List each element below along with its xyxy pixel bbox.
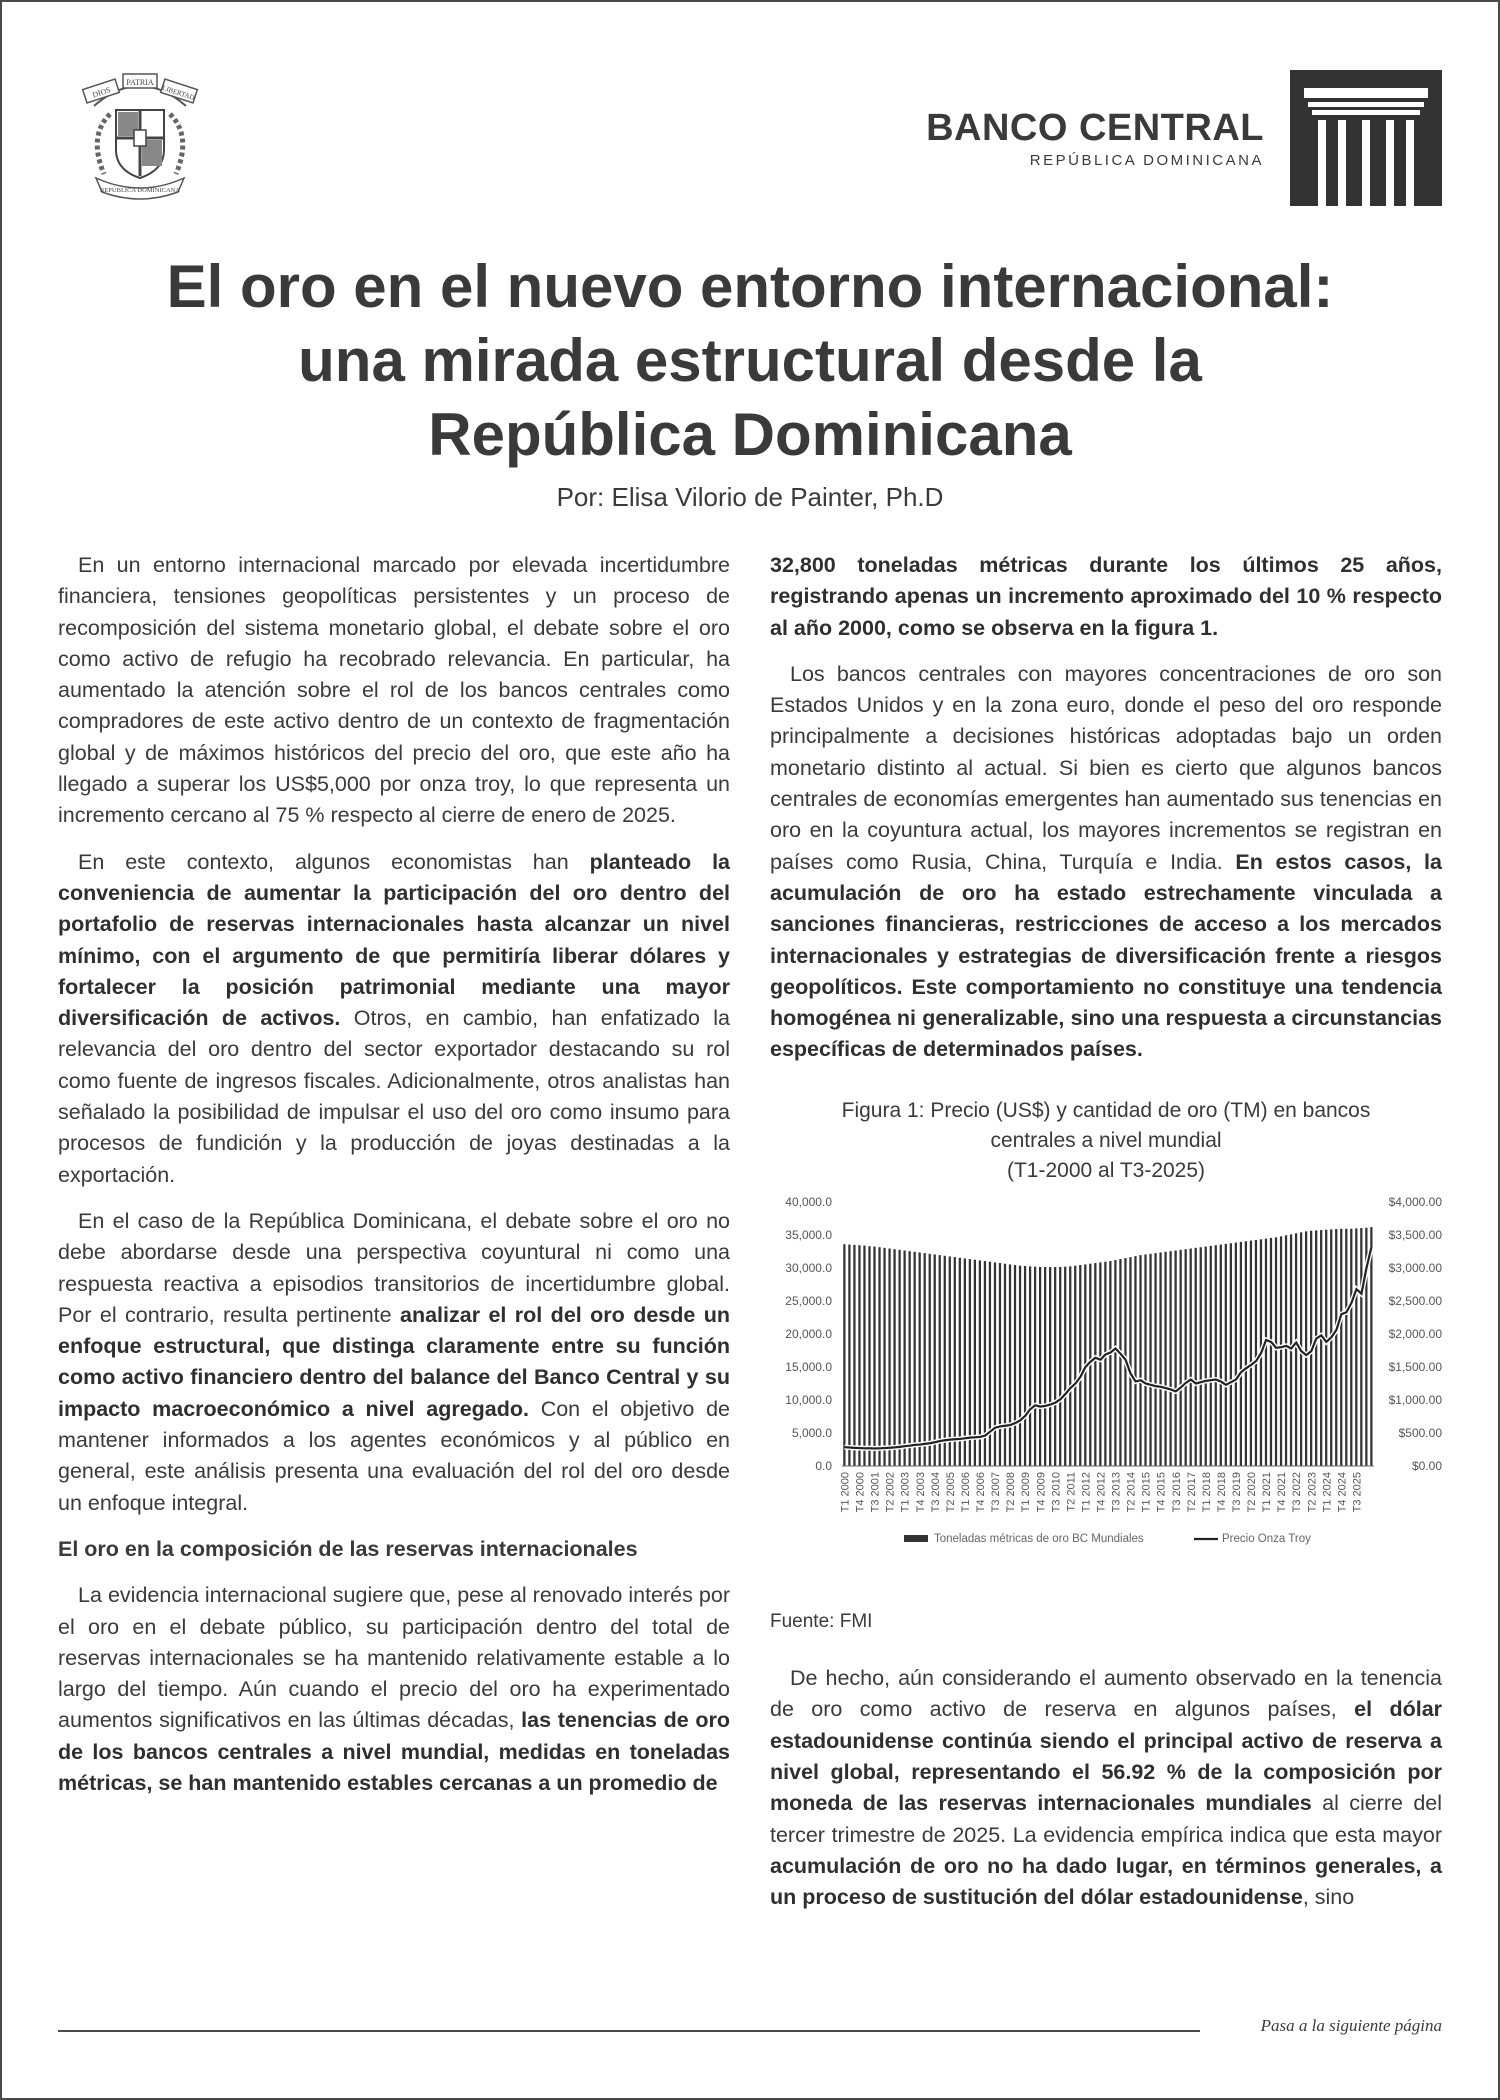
tonnage-bar: [883, 1248, 885, 1466]
x-tick-label: T3 2013: [1110, 1471, 1123, 1513]
x-tick-label: T1 2024: [1321, 1471, 1334, 1513]
tonnage-bar: [1180, 1250, 1182, 1466]
x-tick-label: T4 2000: [854, 1471, 867, 1513]
footer-rule: [58, 2030, 1200, 2032]
bank-name: BANCO CENTRAL: [926, 107, 1264, 149]
tonnage-bar: [1315, 1230, 1317, 1466]
figure-source: Fuente: FMI: [770, 1610, 873, 1632]
svg-text:LIBERTAD: LIBERTAD: [161, 83, 196, 102]
legend-bar-swatch: [904, 1535, 928, 1542]
tonnage-bar: [964, 1258, 966, 1466]
tonnage-bar: [1109, 1261, 1111, 1466]
tonnage-bar: [1029, 1266, 1031, 1466]
tonnage-bar: [1154, 1253, 1156, 1466]
title-line: República Dominicana: [428, 401, 1072, 468]
tonnage-bar: [1195, 1248, 1197, 1466]
tonnage-bar: [1345, 1228, 1347, 1465]
tonnage-bar: [1340, 1228, 1342, 1465]
tonnage-bar: [898, 1250, 900, 1466]
tonnage-bar: [1265, 1238, 1267, 1465]
tonnage-bar: [1059, 1267, 1061, 1466]
bank-brand: [926, 70, 1442, 206]
tonnage-bar: [1230, 1243, 1232, 1466]
tonnage-bar: [914, 1252, 916, 1466]
x-tick-label: T2 2011: [1065, 1471, 1078, 1512]
tonnage-bar: [1255, 1240, 1257, 1466]
tonnage-bar: [1119, 1259, 1121, 1466]
x-tick-label: T2 2014: [1125, 1471, 1138, 1513]
tonnage-bar: [1320, 1230, 1322, 1466]
tonnage-bar: [1220, 1244, 1222, 1465]
tonnage-bar: [919, 1252, 921, 1466]
x-tick-label: T3 2007: [990, 1471, 1003, 1513]
tonnage-bar: [1250, 1240, 1252, 1465]
tonnage-bar: [944, 1256, 946, 1466]
x-tick-label: T2 2020: [1246, 1471, 1259, 1513]
x-tick-label: T1 2009: [1020, 1471, 1033, 1513]
x-tick-label: T1 2000: [839, 1471, 852, 1513]
tonnage-bar: [949, 1256, 951, 1466]
tonnage-bar: [878, 1247, 880, 1466]
tonnage-bar: [1285, 1235, 1287, 1466]
x-tick-label: T3 2001: [869, 1471, 882, 1513]
x-tick-label: T2 2002: [884, 1471, 897, 1513]
x-tick-label: T2 2005: [944, 1471, 957, 1513]
y-right-tick-label: $1,000.00: [1388, 1392, 1442, 1407]
tonnage-bar: [1270, 1238, 1272, 1466]
x-tick-label: T4 2009: [1035, 1471, 1048, 1513]
tonnage-bar: [1360, 1228, 1362, 1466]
x-tick-label: T4 2012: [1095, 1471, 1108, 1513]
legend-bar-label: Toneladas métricas de oro BC Mundiales: [934, 1532, 1144, 1545]
tonnage-bar: [863, 1245, 865, 1465]
tonnage-bar: [1169, 1251, 1171, 1466]
author-byline: Por: Elisa Vilorio de Painter, Ph.D: [556, 482, 944, 512]
y-right-tick-label: $500.00: [1398, 1425, 1442, 1440]
tonnage-bar: [893, 1249, 895, 1466]
x-tick-label: T1 2006: [959, 1471, 972, 1513]
right-column: [770, 550, 1442, 1928]
tonnage-bar: [1054, 1267, 1056, 1466]
tonnage-bar: [1074, 1265, 1076, 1465]
svg-text:PATRIA: PATRIA: [126, 78, 154, 87]
paragraph: En el caso de la República Dominicana, el debate sobre el oro no debe abordarse desde una perspectiva coyuntural ni como una respuesta reactiva a episodios transitorios de incertidumbre global. Por el contrario, resulta pertinente analizar el rol del oro desde un enfoque estructural, que distinga claramente entre su función como activo financiero dentro del balance del Banco Central y su impacto macroeconómico a nivel agregado. Con el objetivo de mantener informados a los agentes económicos y al público en general, este análisis presenta una evaluación del rol del oro desde un enfoque integral.: [58, 1208, 731, 1515]
continued-note: Pasa a la siguiente página: [1260, 2016, 1442, 2035]
tonnage-bar: [1240, 1242, 1242, 1466]
y-left-tick-label: 20,000.0: [785, 1326, 832, 1341]
tonnage-bar: [999, 1263, 1001, 1466]
y-right-tick-label: $2,000.00: [1388, 1326, 1442, 1341]
tonnage-bar: [1370, 1227, 1372, 1466]
y-left-tick-label: 15,000.0: [785, 1359, 832, 1374]
paragraph: En un entorno internacional marcado por elevada incertidumbre financiera, tensiones geopolíticas persistentes y un proceso de recomposición del sistema monetario global, el debate sobre el oro como activo de refugio ha recobrado relevancia. En particular, ha aumentado la atención sobre el rol de los bancos centrales como compradores de este activo dentro de un contexto de fragmentación global y de máximos históricos del precio del oro, que este año ha llegado a superar los US$5,000 por onza troy, lo que representa un incremento cercano al 75 % respecto al cierre de enero de 2025.: [58, 553, 730, 828]
paragraph: Los bancos centrales con mayores concentraciones de oro son Estados Unidos y en la zona euro, donde el peso del oro responde principalmente a decisiones históricas adoptadas bajo un orden monetario distinto al actual. Si bien es cierto que algunos bancos centrales de economías emergentes han aumentado sus tenencias en oro en la coyuntura actual, los mayores incrementos se registran en países como Rusia, China, Turquía e India. En estos casos, la acumulación de oro ha estado estrechamente vinculada a sanciones financieras, restricciones de acceso a los mercados internacionales y estrategias de diversificación frente a riesgos geopolíticos. Este comportamiento no constituye una tendencia homogénea ni generalizable, sino una respuesta a circunstancias específicas de determinados países.: [770, 661, 1442, 1062]
tonnage-bar: [1330, 1229, 1332, 1466]
x-tick-label: T4 2021: [1276, 1471, 1289, 1513]
x-tick-label: T1 2021: [1261, 1471, 1274, 1513]
tonnage-bar: [1039, 1267, 1041, 1466]
x-tick-label: T4 2006: [975, 1471, 988, 1513]
coat-of-arms-seal: [74, 66, 206, 206]
bank-country: REPÚBLICA DOMINICANA: [1029, 152, 1264, 169]
tonnage-bar: [1099, 1262, 1101, 1466]
tonnage-bar: [843, 1244, 845, 1466]
left-column: [58, 550, 730, 1814]
svg-text:DIOS: DIOS: [91, 85, 112, 100]
y-left-tick-label: 25,000.0: [785, 1293, 832, 1308]
tonnage-bar: [1200, 1247, 1202, 1466]
tonnage-bar: [1134, 1256, 1136, 1466]
x-tick-label: T2 2008: [1005, 1471, 1018, 1513]
y-left-tick-label: 5,000.0: [791, 1425, 832, 1440]
tonnage-bar: [868, 1246, 870, 1466]
tonnage-bar: [1144, 1254, 1146, 1466]
tonnage-bar: [1034, 1266, 1036, 1465]
y-right-tick-label: $3,500.00: [1388, 1227, 1442, 1242]
tonnage-bar: [1044, 1267, 1046, 1466]
tonnage-bar: [1104, 1261, 1106, 1465]
price-line: [845, 1247, 1372, 1449]
article-title: [60, 250, 1440, 472]
tonnage-bar: [1159, 1252, 1161, 1466]
tonnage-bar: [1280, 1236, 1282, 1466]
tonnage-bar: [1129, 1257, 1131, 1466]
tonnage-bar: [1079, 1265, 1081, 1466]
tonnage-bar: [848, 1244, 850, 1465]
tonnage-bar: [1235, 1242, 1237, 1465]
legend-line-label: Precio Onza Troy: [1222, 1532, 1311, 1545]
y-right-tick-label: $0.00: [1411, 1458, 1442, 1473]
x-tick-label: T3 2022: [1291, 1471, 1304, 1513]
tonnage-bar: [939, 1255, 941, 1466]
x-tick-label: T1 2018: [1200, 1471, 1213, 1513]
tonnage-bar: [1139, 1255, 1141, 1466]
y-left-tick-label: 30,000.0: [785, 1260, 832, 1275]
y-left-tick-label: 10,000.0: [785, 1392, 832, 1407]
tonnage-bar: [909, 1251, 911, 1466]
tonnage-bar: [888, 1248, 890, 1465]
tonnage-bar: [1190, 1248, 1192, 1465]
x-tick-label: T3 2004: [929, 1471, 942, 1513]
tonnage-bar: [1049, 1267, 1051, 1466]
tonnage-bar: [929, 1254, 931, 1466]
tonnage-bar: [1009, 1264, 1011, 1466]
tonnage-bar: [924, 1253, 926, 1466]
tonnage-bar: [1210, 1246, 1212, 1466]
paragraph: 32,800 toneladas métricas durante los últimos 25 años, registrando apenas un incremento aproximado del 10 % respecto al año 2000, como se observa en la figura 1.: [770, 553, 1442, 640]
y-left-tick-label: 40,000.0: [785, 1194, 832, 1209]
y-left-tick-label: 35,000.0: [785, 1227, 832, 1242]
figure-title: Figura 1: Precio (US$) y cantidad de oro (TM) en bancos centrales a nivel mundial (T1-2000 al T3-2025): [841, 1098, 1371, 1182]
x-tick-label: T1 2015: [1140, 1471, 1153, 1513]
tonnage-bar: [1185, 1249, 1187, 1466]
x-tick-label: T4 2015: [1155, 1471, 1168, 1513]
tonnage-bar: [1350, 1228, 1352, 1465]
tonnage-bar: [1019, 1265, 1021, 1465]
x-tick-label: T3 2025: [1351, 1471, 1364, 1513]
x-tick-label: T4 2024: [1336, 1471, 1349, 1513]
tonnage-bar: [1335, 1229, 1337, 1466]
x-tick-label: T4 2003: [914, 1471, 927, 1513]
x-tick-label: T1 2012: [1080, 1471, 1093, 1513]
tonnage-bar: [853, 1245, 855, 1466]
tonnage-bar: [1215, 1245, 1217, 1466]
tonnage-bar: [1305, 1231, 1307, 1466]
tonnage-bar: [994, 1262, 996, 1466]
paragraph: De hecho, aún considerando el aumento observado en la tenencia de oro como activo de reserva en algunos países, el dólar estadounidense continúa siendo el principal activo de reserva a nivel global, representando el 56.92 % de la composición por moneda de las reservas internacionales mundiales al cierre del tercer trimestre de 2025. La evidencia empírica indica que esta mayor acumulación de oro no ha dado lugar, en términos generales, a un proceso de sustitución del dólar estadounidense, sino: [770, 1666, 1443, 1910]
tonnage-bar: [1325, 1229, 1327, 1465]
x-tick-label: T2 2017: [1185, 1471, 1198, 1513]
tonnage-bar: [1205, 1246, 1207, 1465]
y-right-tick-label: $3,000.00: [1388, 1260, 1442, 1275]
banco-central-logo-icon: [1290, 70, 1442, 206]
tonnage-bar: [873, 1246, 875, 1465]
y-left-tick-label: 0.0: [815, 1458, 832, 1473]
y-right-tick-label: $1,500.00: [1388, 1359, 1442, 1374]
title-line: El oro en el nuevo entorno internacional:: [166, 253, 1334, 320]
x-tick-label: T3 2019: [1230, 1471, 1243, 1513]
tonnage-bar: [1064, 1266, 1066, 1465]
tonnage-bar: [1225, 1244, 1227, 1466]
tonnage-bar: [1245, 1241, 1247, 1466]
tonnage-bar: [954, 1257, 956, 1466]
tonnage-bar: [969, 1259, 971, 1466]
tonnage-bar: [1275, 1237, 1277, 1466]
tonnage-bar: [1014, 1265, 1016, 1466]
tonnage-bar: [959, 1258, 961, 1466]
tonnage-bar: [1094, 1263, 1096, 1466]
tonnage-bar: [1355, 1228, 1357, 1466]
x-tick-label: T3 2016: [1170, 1471, 1183, 1513]
tonnage-bar: [903, 1250, 905, 1465]
tonnage-bar: [1164, 1252, 1166, 1466]
tonnage-bar: [1024, 1266, 1026, 1466]
y-right-tick-label: $4,000.00: [1388, 1194, 1442, 1209]
tonnage-bar: [1175, 1250, 1177, 1465]
tonnage-bar: [1149, 1254, 1151, 1466]
y-right-tick-label: $2,500.00: [1388, 1293, 1442, 1308]
x-tick-label: T4 2018: [1215, 1471, 1228, 1513]
title-line: una mirada estructural desde la: [298, 327, 1202, 394]
paragraph: La evidencia internacional sugiere que, pese al renovado interés por el oro en el debate público, su participación dentro del total de reservas internacionales se ha mantenido relativamente estable a lo largo del tiempo. Aún cuando el precio del oro ha experimentado aumentos significativos en las últimas décadas, las tenencias de oro de los bancos centrales a nivel mundial, medidas en toneladas métricas, se han mantenido estables cercanas a un promedio de: [58, 1583, 730, 1795]
section-heading: El oro en la composición de las reservas internacionales: [58, 1536, 638, 1561]
x-tick-label: T2 2023: [1306, 1471, 1319, 1513]
tonnage-bar: [1295, 1233, 1297, 1466]
svg-text:REPÚBLICA DOMINICANA: REPÚBLICA DOMINICANA: [100, 187, 180, 194]
tonnage-bar: [1114, 1260, 1116, 1466]
x-tick-label: T3 2010: [1050, 1471, 1063, 1513]
gold-chart: [770, 1192, 1442, 1602]
tonnage-bar: [858, 1245, 860, 1466]
tonnage-bar: [1004, 1263, 1006, 1465]
tonnage-bar: [934, 1254, 936, 1466]
paragraph: En este contexto, algunos economistas han planteado la conveniencia de aumentar la participación del oro dentro del portafolio de reservas internacionales hasta alcanzar un nivel mínimo, con el argumento de que permitiría liberar dólares y fortalecer la posición patrimonial mediante una mayor diversificación de activos. Otros, en cambio, han enfatizado la relevancia del oro dentro del sector exportador destacando su rol como fuente de ingresos fiscales. Adicionalmente, otros analistas han señalado la posibilidad de impulsar el uso del oro como insumo para procesos de fundición y la producción de joyas destinadas a la exportación.: [58, 849, 730, 1187]
tonnage-bar: [1069, 1266, 1071, 1466]
x-tick-label: T1 2003: [899, 1471, 912, 1513]
